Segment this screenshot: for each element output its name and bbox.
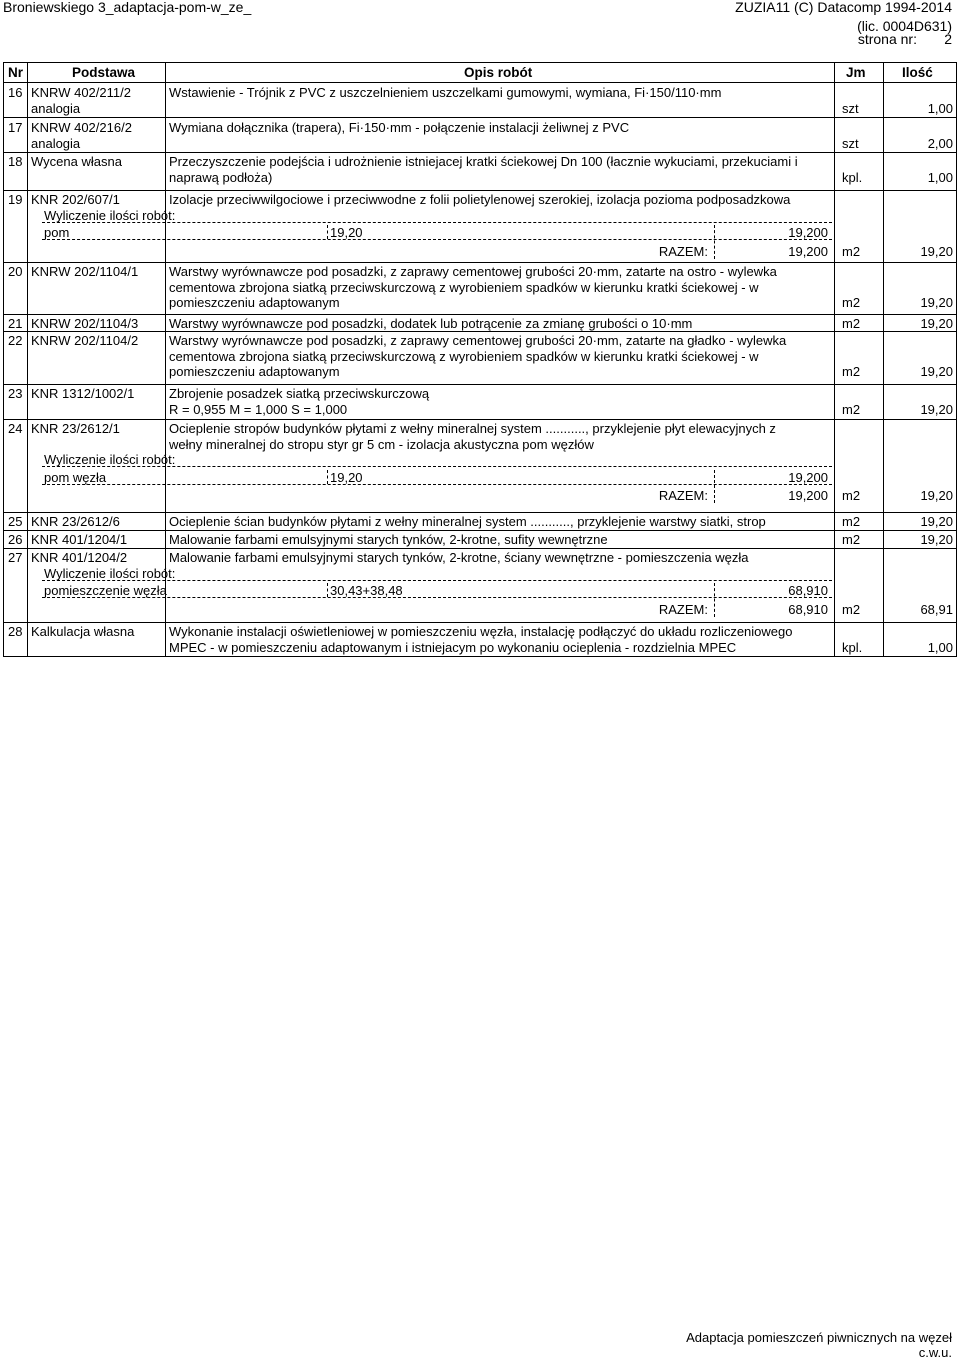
row-divider [4, 419, 956, 420]
row-unit: m2 [842, 488, 861, 503]
software-info: ZUZIA11 (C) Datacomp 1994-2014 [735, 0, 952, 15]
razem-label: RAZEM: [658, 243, 708, 259]
row-quantity: 19,20 [920, 295, 953, 310]
calc-separator [42, 222, 832, 223]
calc-separator [714, 225, 715, 259]
row-unit: szt [842, 135, 859, 151]
row-quantity: 1,00 [927, 169, 953, 185]
header-divider [4, 82, 956, 83]
row-description-line: R = 0,955 M = 1,000 S = 1,000 [169, 401, 348, 417]
row-unit: m2 [842, 295, 861, 310]
page-label: strona nr: [857, 31, 917, 47]
calc-separator [327, 225, 328, 239]
document-name: Broniewskiego 3_adaptacja-pom-w_ze_ [3, 0, 252, 15]
row-number: 26 [8, 532, 23, 547]
row-quantity: 1,00 [927, 100, 953, 116]
calc-name: pom [44, 225, 70, 240]
razem-value: 19,200 [788, 243, 828, 259]
row-description-line: Wykonanie instalacji oświetleniowej w pomieszczeniu węzła, instalację podłączyć do układu rozliczeniowego [169, 624, 793, 639]
calc-expression: 19,20 [330, 469, 363, 485]
razem-label: RAZEM: [658, 488, 708, 503]
row-description-line: Ocieplenie ścian budynków płytami z wełny mineralnej system ..........., przyklejenie warstwy siatki, strop [169, 514, 766, 529]
license-info: (lic. 0004D631) [857, 18, 952, 34]
row-basis: KNRW 402/216/2 [31, 120, 132, 135]
row-divider [4, 262, 956, 263]
calc-separator [327, 470, 328, 484]
row-description-line: cementowa zbrojona siatką przeciwskurczową z wyrobieniem spadków w kierunku kratki ściekowej - w [169, 348, 759, 364]
row-basis: KNR 23/2612/1 [31, 421, 120, 436]
row-basis: KNRW 202/1104/1 [31, 264, 139, 279]
row-basis: KNR 202/607/1 [31, 192, 120, 207]
row-basis: KNR 23/2612/6 [31, 514, 120, 529]
calc-separator [42, 597, 832, 598]
cost-table [3, 62, 957, 657]
footer [686, 1330, 952, 1360]
row-unit: m2 [842, 401, 861, 417]
row-basis: KNR 401/1204/2 [31, 550, 128, 565]
row-quantity: 19,20 [920, 364, 953, 379]
calc-name: pomieszczenie węzła [44, 583, 167, 598]
calc-label: Wyliczenie ilości robót: [44, 565, 176, 581]
row-unit: szt [842, 100, 859, 116]
row-description-line: Malowanie farbami emulsyjnymi starych tynków, 2-krotne, sufity wewnętrzne [169, 532, 608, 547]
row-number: 24 [8, 421, 23, 436]
row-quantity: 1,00 [927, 639, 953, 655]
row-unit: kpl. [842, 169, 863, 185]
calc-separator [42, 466, 832, 467]
col-header-ilosc: Ilość [902, 65, 933, 80]
row-divider [4, 384, 956, 385]
calc-value: 19,200 [788, 225, 828, 240]
row-basis-note: analogia [31, 100, 81, 116]
row-quantity: 19,20 [920, 488, 953, 503]
row-quantity: 19,20 [920, 532, 953, 547]
row-number: 16 [8, 85, 23, 100]
row-divider [4, 622, 956, 623]
row-divider [4, 331, 956, 332]
row-unit: m2 [842, 316, 861, 331]
row-basis: KNRW 202/1104/2 [31, 333, 139, 348]
col-header-nr: Nr [8, 65, 24, 80]
row-divider [4, 512, 956, 513]
row-basis: KNRW 402/211/2 [31, 85, 131, 100]
footer-title: Adaptacja pomieszczeń piwnicznych na węzeł [686, 1330, 952, 1345]
row-basis: KNRW 202/1104/3 [31, 316, 139, 331]
row-unit: m2 [842, 243, 861, 259]
row-divider [4, 117, 956, 118]
row-quantity: 19,20 [920, 514, 953, 529]
row-number: 17 [8, 120, 23, 135]
row-divider [4, 152, 956, 153]
row-unit: kpl. [842, 639, 863, 655]
row-quantity: 19,20 [920, 401, 953, 417]
row-description-line: Izolacje przeciwwilgociowe i przeciwwodne z folii polietylenowej szerokiej, izolacja pozioma podposadzkowa [169, 192, 791, 207]
calc-value: 68,910 [788, 583, 828, 598]
row-divider [4, 190, 956, 191]
page-number: 2 [944, 31, 952, 47]
calc-separator [42, 580, 832, 581]
row-description-line: Ocieplenie stropów budynków płytami z wełny mineralnej system ..........., przyklejenie płyt elewacyjnych z [169, 421, 776, 436]
row-quantity: 68,91 [920, 601, 953, 617]
razem-value: 19,200 [788, 488, 828, 503]
row-basis: Kalkulacja własna [31, 624, 135, 639]
row-unit: m2 [842, 364, 861, 379]
row-number: 18 [8, 154, 23, 169]
calc-separator [42, 484, 832, 485]
row-description-line: pomieszczeniu adaptowanym [169, 295, 340, 310]
row-divider [4, 530, 956, 531]
row-description-line: Wymiana dołącznika (trapera), Fi·150·mm - połączenie instalacji żeliwnej z PVC [169, 120, 630, 135]
calc-label: Wyliczenie ilości robót: [44, 452, 176, 467]
row-divider [4, 314, 956, 315]
row-quantity: 19,20 [920, 243, 953, 259]
row-number: 23 [8, 386, 23, 401]
row-basis-note: analogia [31, 135, 81, 151]
row-quantity: 2,00 [927, 135, 953, 151]
row-description-line: Przeczyszczenie podejścia i udrożnienie istniejacej kratki ściekowej Dn 100 (łacznie wykuciami, przekuciami i [169, 154, 798, 169]
row-basis: Wycena własna [31, 154, 122, 169]
calc-separator [714, 583, 715, 617]
row-description-line: naprawą podłoża) [169, 169, 273, 185]
row-description-line: wełny mineralnej do stropu styr gr 5 cm - izolacja akustyczna pom węzłów [169, 436, 594, 452]
row-number: 19 [8, 192, 23, 207]
row-unit: m2 [842, 601, 861, 617]
row-description-line: Warstwy wyrównawcze pod posadzki, dodatek lub potrącenie za zmianę grubości o 10·mm [169, 316, 693, 331]
row-description-line: Malowanie farbami emulsyjnymi starych tynków, 2-krotne, ściany wewnętrzne - pomieszczenia węzła [169, 550, 749, 565]
calc-value: 19,200 [788, 469, 828, 485]
col-header-podstawa: Podstawa [72, 65, 136, 80]
row-description-line: Wstawienie - Trójnik z PVC z uszczelnieniem uszczelkami gumowymi, wymiana, Fi·150/110·mm [169, 85, 722, 100]
row-description-line: cementowa zbrojona siatką przeciwskurczową z wyrobieniem spadków w kierunku kratki ściekowej - w [169, 279, 759, 295]
razem-value: 68,910 [788, 601, 828, 617]
row-basis: KNR 401/1204/1 [31, 532, 128, 547]
row-divider [4, 548, 956, 549]
calc-name: pom węzła [44, 469, 107, 485]
row-number: 28 [8, 624, 23, 639]
row-number: 22 [8, 333, 23, 348]
row-description-line: Warstwy wyrównawcze pod posadzki, z zaprawy cementowej grubości 20·mm, zatarte na gładko - wylewka [169, 333, 787, 348]
row-description-line: pomieszczeniu adaptowanym [169, 364, 340, 379]
page-indicator [858, 32, 952, 47]
calc-expression: 30,43+38,48 [330, 583, 403, 598]
row-basis: KNR 1312/1002/1 [31, 386, 135, 401]
row-unit: m2 [842, 514, 861, 529]
calc-separator [42, 239, 832, 240]
row-description-line: Warstwy wyrównawcze pod posadzki, z zaprawy cementowej grubości 20·mm, zatarte na ostro - wylewka [169, 264, 777, 279]
footer-subtitle: c.w.u. [918, 1345, 952, 1360]
razem-label: RAZEM: [658, 601, 708, 617]
row-number: 21 [8, 316, 23, 331]
calc-separator [714, 470, 715, 504]
row-description-line: Zbrojenie posadzek siatką przeciwskurczową [169, 386, 430, 401]
row-number: 20 [8, 264, 23, 279]
col-header-jm: Jm [846, 65, 866, 80]
row-unit: m2 [842, 532, 861, 547]
row-description-line: MPEC - w pomieszczeniu adaptowanym i istniejacym po wykonaniu ocieplenia - rozdzielnia MPEC [169, 639, 737, 655]
calc-label: Wyliczenie ilości robót: [44, 207, 176, 223]
row-number: 25 [8, 514, 23, 529]
row-number: 27 [8, 550, 23, 565]
calc-separator [327, 583, 328, 597]
row-quantity: 19,20 [920, 316, 953, 331]
col-header-opis: Opis robót [464, 65, 533, 80]
calc-expression: 19,20 [330, 225, 363, 240]
